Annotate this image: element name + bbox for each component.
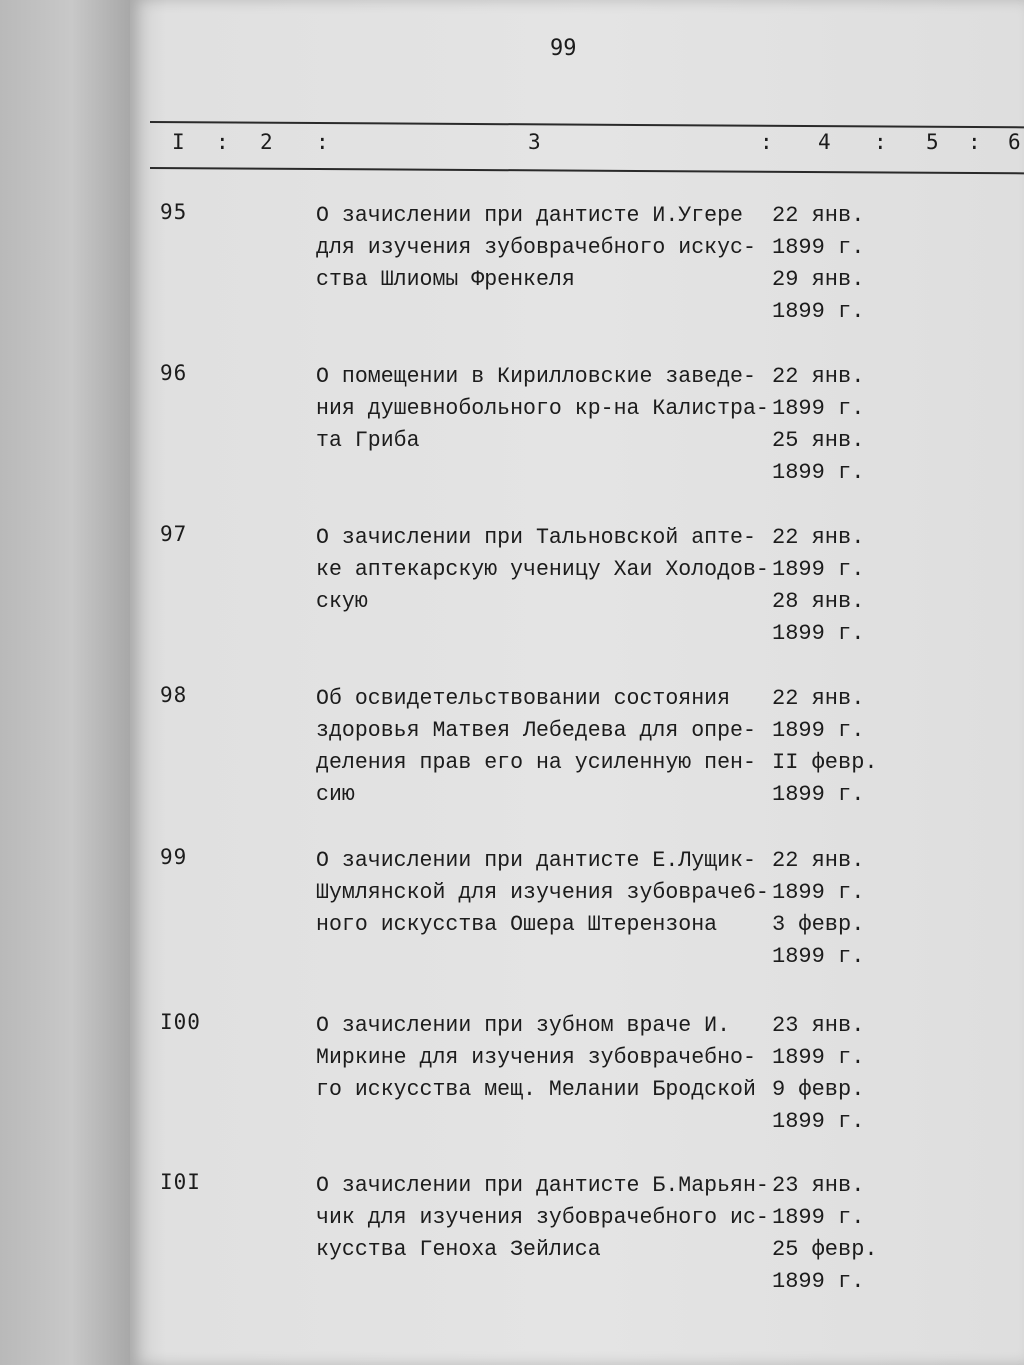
end-date: 28 янв. (772, 589, 865, 614)
entry-number: 97 (160, 522, 188, 546)
header-separator: : (760, 130, 773, 154)
start-year: 1899 г. (772, 718, 865, 743)
end-year: 1899 г. (772, 944, 865, 969)
entry-description (316, 522, 767, 618)
entry-dates (772, 1170, 882, 1298)
description-line: Об освидетельствовании состояния (316, 686, 731, 711)
entry-number: I0I (160, 1170, 201, 1194)
register-entry (130, 683, 1024, 843)
header-col-5: 5 (926, 130, 939, 154)
end-year: 1899 г. (772, 299, 865, 324)
entry-description (316, 845, 767, 941)
register-entry (130, 200, 1024, 360)
entry-dates (772, 361, 882, 489)
entry-dates (772, 522, 882, 650)
header-col-3: 3 (528, 130, 541, 154)
end-date: 9 февр. (772, 1077, 865, 1102)
description-line: кусства Геноха Зейлиса (316, 1237, 601, 1262)
entry-number: 95 (160, 200, 188, 224)
entry-number: 98 (160, 683, 188, 707)
description-line: ного искусства Ошера Штерензона (316, 912, 718, 937)
register-entry (130, 1010, 1024, 1170)
entry-description (316, 683, 767, 811)
header-separator: : (968, 130, 981, 154)
entry-number: 96 (160, 361, 188, 385)
description-line: ке аптекарскую ученицу Хаи Холодов- (316, 557, 769, 582)
description-line: О зачислении при Тальновской апте- (316, 525, 756, 550)
description-line: ния душевнобольного кр-на Калистра- (316, 396, 769, 421)
start-date: 22 янв. (772, 848, 865, 873)
header-separator: : (216, 130, 229, 154)
start-date: 23 янв. (772, 1173, 865, 1198)
start-date: 23 янв. (772, 1013, 865, 1038)
entry-dates (772, 200, 882, 328)
register-entry (130, 845, 1024, 1005)
entry-dates (772, 1010, 882, 1138)
end-year: 1899 г. (772, 782, 865, 807)
entry-description (316, 200, 767, 296)
description-line: Шумлянской для изучения зубовраче6- (316, 880, 769, 905)
start-year: 1899 г. (772, 1045, 865, 1070)
end-date: 25 февр. (772, 1237, 878, 1262)
entry-description (316, 361, 767, 457)
end-year: 1899 г. (772, 460, 865, 485)
facing-page-edge (0, 0, 130, 1365)
start-date: 22 янв. (772, 525, 865, 550)
end-date: 25 янв. (772, 428, 865, 453)
entry-dates (772, 683, 882, 811)
end-year: 1899 г. (772, 1109, 865, 1134)
end-year: 1899 г. (772, 1269, 865, 1294)
header-col-4: 4 (818, 130, 831, 154)
description-line: Миркине для изучения зубоврачебно- (316, 1045, 756, 1070)
header-col-2: 2 (260, 130, 273, 154)
start-date: 22 янв. (772, 203, 865, 228)
description-line: ства Шлиомы Френкеля (316, 267, 575, 292)
description-line: здоровья Матвея Лебедева для опре- (316, 718, 756, 743)
document-page (130, 0, 1024, 1365)
description-line: О помещении в Кирилловские заведе- (316, 364, 756, 389)
start-date: 22 янв. (772, 686, 865, 711)
header-separator: : (874, 130, 887, 154)
page-number: 99 (550, 36, 577, 61)
description-line: сию (316, 782, 355, 807)
end-year: 1899 г. (772, 621, 865, 646)
end-date: II февр. (772, 750, 878, 775)
register-entry (130, 361, 1024, 521)
description-line: та Гриба (316, 428, 420, 453)
entry-dates (772, 845, 882, 973)
header-col-1: I (172, 130, 185, 154)
entry-number: I00 (160, 1010, 201, 1034)
description-line: скую (316, 589, 368, 614)
description-line: О зачислении при дантисте Е.Лущик- (316, 848, 756, 873)
header-col-6: 6 (1008, 130, 1021, 154)
start-year: 1899 г. (772, 1205, 865, 1230)
start-year: 1899 г. (772, 396, 865, 421)
entry-description (316, 1010, 767, 1106)
description-line: го искусства мещ. Мелании Бродской (316, 1077, 756, 1102)
start-date: 22 янв. (772, 364, 865, 389)
entry-description (316, 1170, 767, 1266)
register-entry (130, 1170, 1024, 1330)
end-date: 29 янв. (772, 267, 865, 292)
start-year: 1899 г. (772, 557, 865, 582)
header-top-rule (150, 121, 1024, 128)
end-date: 3 февр. (772, 912, 865, 937)
header-separator: : (316, 130, 329, 154)
entry-number: 99 (160, 845, 188, 869)
header-bottom-rule (150, 167, 1024, 174)
description-line: О зачислении при дантисте И.Угере (316, 203, 743, 228)
register-entry (130, 522, 1024, 682)
description-line: деления прав его на усиленную пен- (316, 750, 756, 775)
description-line: чик для изучения зубоврачебного ис- (316, 1205, 769, 1230)
description-line: О зачислении при дантисте Б.Марьян- (316, 1173, 769, 1198)
description-line: для изучения зубоврачебного искус- (316, 235, 756, 260)
start-year: 1899 г. (772, 235, 865, 260)
description-line: О зачислении при зубном враче И. (316, 1013, 731, 1038)
start-year: 1899 г. (772, 880, 865, 905)
